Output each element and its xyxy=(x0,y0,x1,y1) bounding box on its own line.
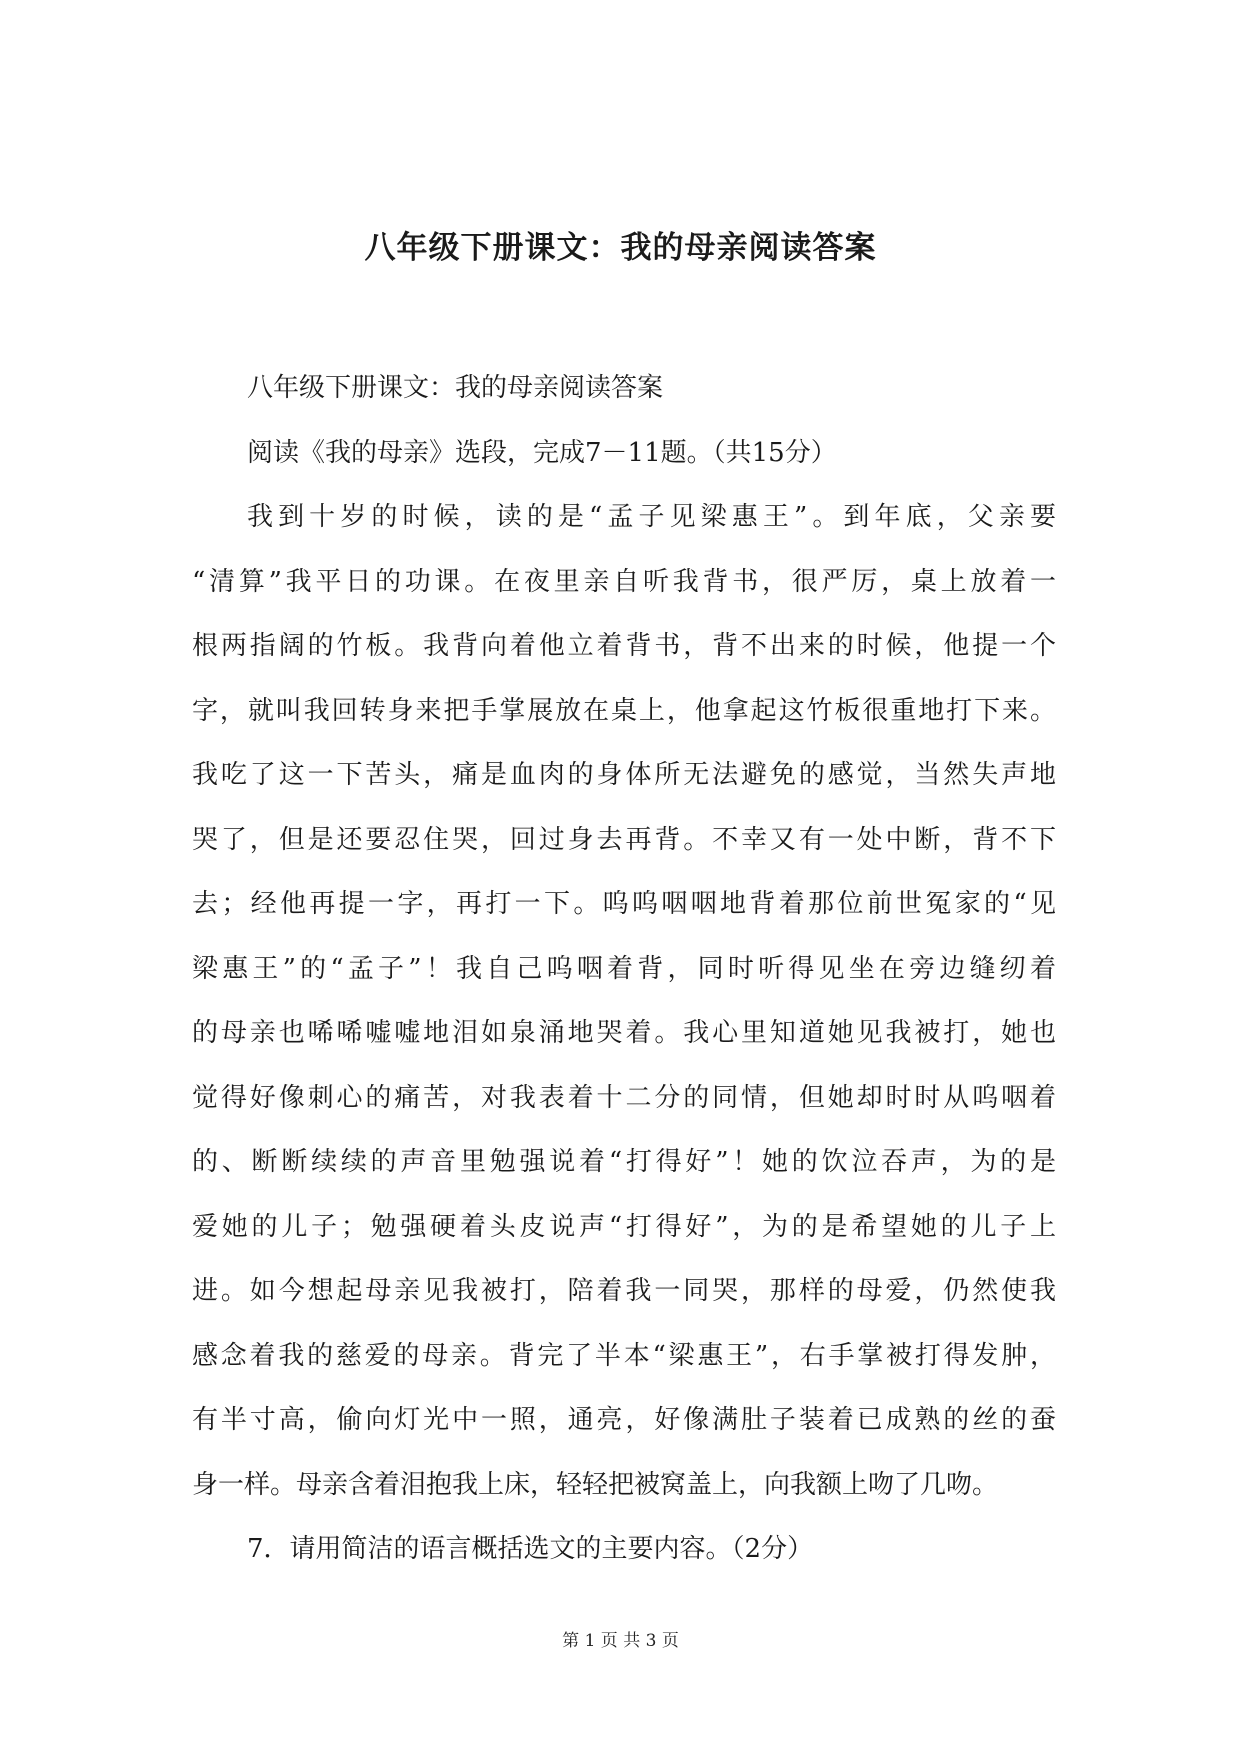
passage-line: 去；经他再提一字，再打一下。呜呜咽咽地背着那位前世冤家的“见 xyxy=(192,889,1056,919)
passage-line: 爱她的儿子；勉强硬着头皮说声“打得好”，为的是希望她的儿子上 xyxy=(192,1211,1056,1242)
passage-line: 字，就叫我回转身来把手掌展放在桌上，他拿起这竹板很重地打下来。 xyxy=(192,695,1056,726)
passage-line: 身一样。母亲含着泪抱我上床，轻轻把被窝盖上，向我额上吻了几吻。 xyxy=(192,1469,999,1500)
instruction-line: 阅读《我的母亲》选段，完成7－11题。（共15分） xyxy=(247,437,837,468)
passage-line: 进。如今想起母亲见我被打，陪着我一同哭，那样的母爱，仍然使我 xyxy=(192,1276,1056,1306)
document-body xyxy=(192,356,1056,1582)
passage-line: 感念着我的慈爱的母亲。背完了半本“梁惠王”，右手掌被打得发肿， xyxy=(192,1340,1056,1371)
passage-line: 我到十岁的时候，读的是“孟子见梁惠王”。到年底，父亲要 xyxy=(247,502,1056,532)
passage-line: 觉得好像刺心的痛苦，对我表着十二分的同情，但她却时时从呜咽着 xyxy=(192,1082,1056,1113)
passage-line: 哭了，但是还要忍住哭，回过身去再背。不幸又有一处中断，背不下 xyxy=(192,824,1056,855)
subtitle-line: 八年级下册课文：我的母亲阅读答案 xyxy=(247,373,664,403)
passage-line: 我吃了这一下苦头，痛是血肉的身体所无法避免的感觉，当然失声地 xyxy=(192,760,1056,790)
passage-line: “清算”我平日的功课。在夜里亲自听我背书，很严厉，桌上放着一 xyxy=(192,566,1056,597)
passage-line: 的、断断续续的声音里勉强说着“打得好”！她的饮泣吞声，为的是 xyxy=(192,1147,1056,1177)
question-line: 7．请用简洁的语言概括选文的主要内容。（2分） xyxy=(247,1534,814,1564)
passage-line: 有半寸高，偷向灯光中一照，通亮，好像满肚子装着已成熟的丝的蚕 xyxy=(192,1405,1056,1435)
page-footer: 第 1 页 共 3 页 xyxy=(562,1631,679,1651)
passage-line: 根两指阔的竹板。我背向着他立着背书，背不出来的时候，他提一个 xyxy=(192,631,1056,661)
passage-line: 的母亲也唏唏嘘嘘地泪如泉涌地哭着。我心里知道她见我被打，她也 xyxy=(192,1018,1056,1048)
document-title: 八年级下册课文：我的母亲阅读答案 xyxy=(364,230,877,266)
passage xyxy=(192,485,1056,1517)
passage-line: 梁惠王”的“孟子”！我自己呜咽着背，同时听得见坐在旁边缝纫着 xyxy=(192,953,1056,984)
